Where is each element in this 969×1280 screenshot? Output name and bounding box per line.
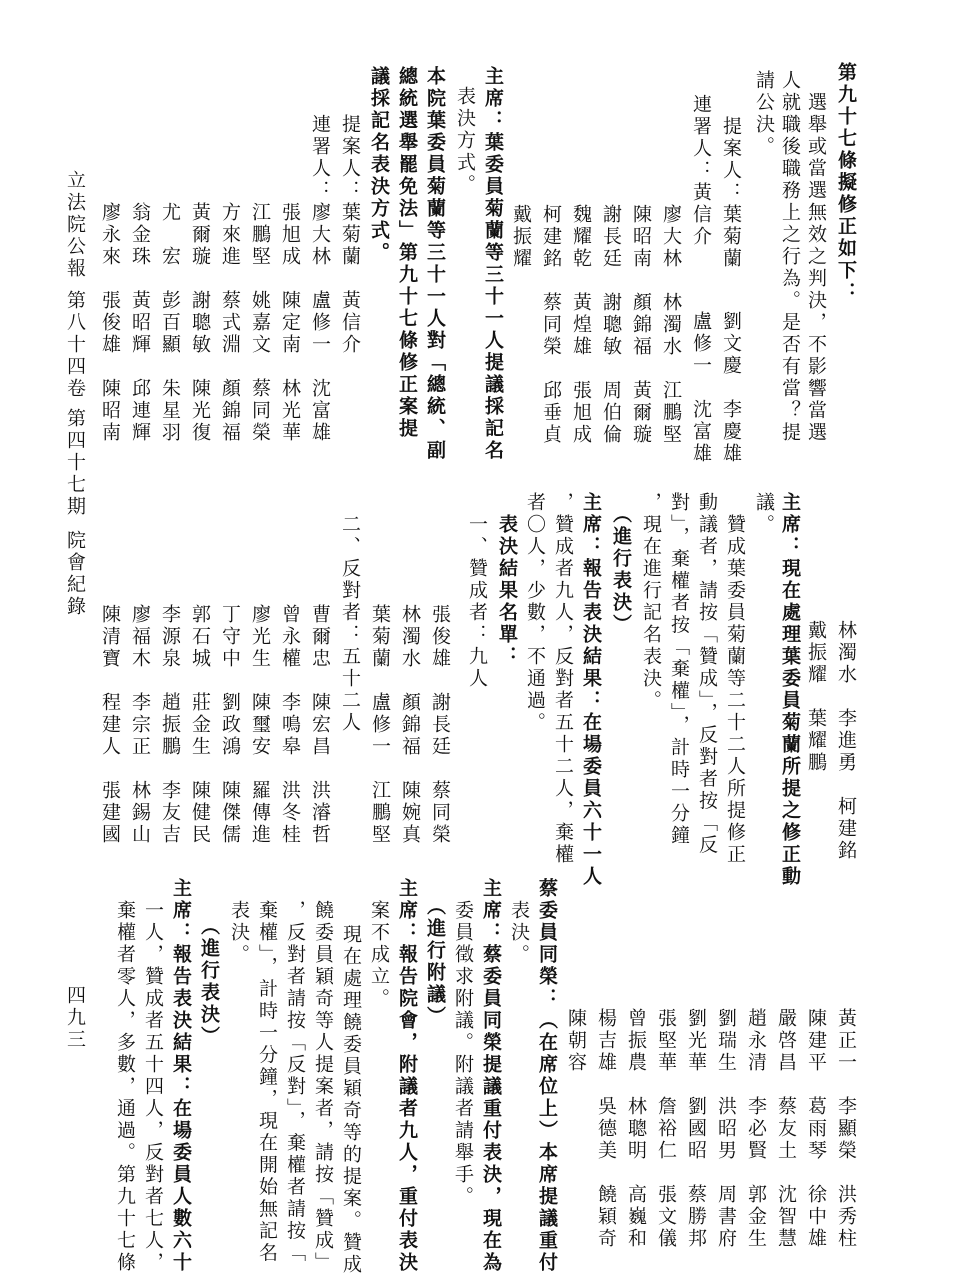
motion-cosigner-names: 江鵬堅 姚嘉文 蔡同榮 — [249, 202, 271, 444]
vote-result: 主席：報告表決結果：在場委員六十一人 — [580, 492, 602, 888]
no-names: 廖福木 李宗正 林錫山 — [129, 604, 151, 846]
no-names: 郭石城 莊金生 陳健民 — [189, 604, 211, 846]
cosigner-names: 戴振耀 — [510, 204, 532, 270]
yes-names: 張俊雄 謝長廷 蔡同榮 — [429, 604, 451, 846]
vote-result: 一人，贊成者五十四人，反對者七人， — [142, 900, 164, 1274]
chair-statement: 主席：報告院會，附議者九人，重付表決 — [396, 878, 418, 1274]
motion-title: 議採記名表決方式。 — [368, 66, 390, 264]
chair-statement: 案不成立。 — [368, 900, 390, 1010]
no-names: 陳清寶 程建人 張建國 — [99, 604, 121, 846]
article-text: 選舉或當選無效之判決，不影響當選 — [805, 92, 827, 444]
yes-title: 一、贊成者：九人 — [466, 514, 488, 690]
yes-names: 葉菊蘭 盧修一 江鵬堅 — [369, 604, 391, 846]
result-list-title: 表決結果名單： — [496, 514, 518, 668]
second-action: （進行附議） — [424, 896, 446, 1028]
no-names: 劉光華 劉國昭 蔡勝邦 — [685, 1008, 707, 1250]
no-names: 黃正一 李顯榮 洪秀柱 — [835, 1008, 857, 1250]
article-text: 人就職後職務上之行為。是否有當？提 — [779, 70, 801, 444]
vote-result: 者〇人，少數，不通過。 — [524, 492, 546, 734]
rao-text: ，反對者請按「反對」，棄權者請按「 — [284, 900, 306, 1265]
motion-proposer: 提案人：葉菊蘭 黃信介 — [339, 114, 361, 356]
chair-statement: 議。 — [753, 492, 775, 536]
motion-title: 本院葉委員菊蘭等三十一人對「總統、副 — [424, 66, 446, 462]
vote-text: ，現在進行記名表決。 — [640, 492, 662, 712]
page-number: 四九三 — [64, 985, 86, 1051]
cosigner-label: 連署人：黃信介 — [690, 94, 712, 248]
chair-statement: 委員徵求附議。附議者請舉手。 — [452, 900, 474, 1208]
yes-names: 林濁水 顏錦福 陳婉真 — [399, 604, 421, 846]
no-names: 李源泉 趙振鵬 李友吉 — [159, 604, 181, 846]
rao-text: 現在處理饒委員穎奇等的提案。贊成 — [340, 924, 362, 1276]
chair-statement: 主席：蔡委員同榮提議重付表決，現在為 — [480, 878, 502, 1274]
rao-text: 棄權」，計時一分鐘，現在開始無記名 — [256, 900, 278, 1265]
vote-action: （進行表決） — [198, 916, 220, 1048]
cosigner-names: 盧修一 沈富雄 — [690, 311, 712, 465]
vote-text: 贊成葉委員菊蘭等二十二人所提修正 — [724, 514, 746, 866]
issue-number: 第四十七期 — [64, 408, 86, 518]
chair-statement: 主席：葉委員菊蘭等三十一人提議採記名 — [482, 66, 504, 462]
vote-result: 棄權者零人，多數，通過。第九十七條 — [114, 900, 136, 1274]
motion-title: 總統選舉罷免法」第九十七條修正案提 — [396, 66, 418, 440]
cai-statement: 表決。 — [508, 900, 530, 966]
chair-statement: 主席：現在處理葉委員菊蘭所提之修正動 — [779, 492, 801, 888]
rao-text: 表決。 — [228, 900, 250, 966]
no-names: 楊吉雄 吳德美 饒穎奇 — [595, 1008, 617, 1250]
cosigner-names: 陳昭南 顏錦福 黃爾璇 — [630, 204, 652, 446]
vote-result: 主席：報告表決結果：在場委員人數六十 — [170, 878, 192, 1274]
motion-cosigner-names: 尤 宏 彭百顯 朱星羽 — [159, 202, 181, 444]
article-title: 第九十七條擬修正如下： — [835, 62, 857, 304]
publication-name: 立法院公報 — [64, 170, 86, 280]
no-names: 丁守中 劉政鴻 陳傑儒 — [219, 604, 241, 846]
motion-cosigner: 連署人：廖大林 盧修一 沈富雄 — [309, 114, 331, 444]
no-names: 曾永權 李鳴皋 洪冬桂 — [279, 604, 301, 846]
article-text: 請公決。 — [753, 70, 775, 158]
proposer-label: 提案人：葉菊蘭 — [720, 116, 742, 270]
chair-statement: 表決方式。 — [454, 86, 476, 196]
cosigner-names: 柯建銘 蔡同榮 邱垂貞 — [540, 204, 562, 446]
cosigner-names: 謝長廷 謝聰敏 周伯倫 — [600, 204, 622, 446]
vote-result: ，贊成者九人，反對者五十二人，棄權 — [552, 492, 574, 866]
no-names: 趙永清 李必賢 郭金生 — [745, 1008, 767, 1250]
no-names: 曾振農 林聰明 高巍和 — [625, 1008, 647, 1250]
vote-text: 動議者，請按「贊成」，反對者按「反 — [696, 492, 718, 857]
no-title: 二、反對者：五十二人 — [339, 514, 361, 734]
motion-cosigner-names: 黃爾璇 謝聰敏 陳光復 — [189, 202, 211, 444]
motion-cosigner-names: 翁金珠 黃昭輝 邱連輝 — [129, 202, 151, 444]
no-names: 張堅華 詹裕仁 張文儀 — [655, 1008, 677, 1250]
names-list: 林濁水 李進勇 柯建銘 — [835, 620, 857, 862]
no-names: 陳建平 葛雨琴 徐中雄 — [805, 1008, 827, 1250]
motion-cosigner-names: 張旭成 陳定南 林光華 — [279, 202, 301, 444]
cosigner-names: 魏耀乾 黃煌雄 張旭成 — [570, 204, 592, 446]
no-names: 劉瑞生 洪昭男 周書府 — [715, 1008, 737, 1250]
cai-statement: 蔡委員同榮：（在席位上）本席提議重付 — [536, 878, 558, 1274]
motion-cosigner-names: 廖永來 張俊雄 陳昭南 — [99, 202, 121, 444]
no-names: 曹爾忠 陳宏昌 洪濬哲 — [309, 604, 331, 846]
no-names: 嚴啓昌 蔡友土 沈智慧 — [775, 1008, 797, 1250]
vote-action: （進行表決） — [610, 504, 632, 636]
rao-text: 饒委員穎奇等人提案者，請按「贊成」 — [312, 900, 334, 1274]
motion-cosigner-names: 方來進 蔡式淵 顏錦福 — [219, 202, 241, 444]
proposer-names: 劉文慶 李慶雄 — [720, 311, 742, 465]
names-list: 戴振耀 葉耀鵬 — [805, 620, 827, 774]
no-names: 廖光生 陳璽安 羅傳進 — [249, 604, 271, 846]
cosigner-names: 廖大林 林濁水 江鵬堅 — [660, 204, 682, 446]
volume-number: 第八十四卷 — [64, 290, 86, 400]
vote-text: 對」，棄權者按「棄權」，計時一分鐘 — [668, 492, 690, 847]
section-name: 院會紀錄 — [64, 530, 86, 618]
no-names: 陳朝容 — [565, 1008, 587, 1074]
